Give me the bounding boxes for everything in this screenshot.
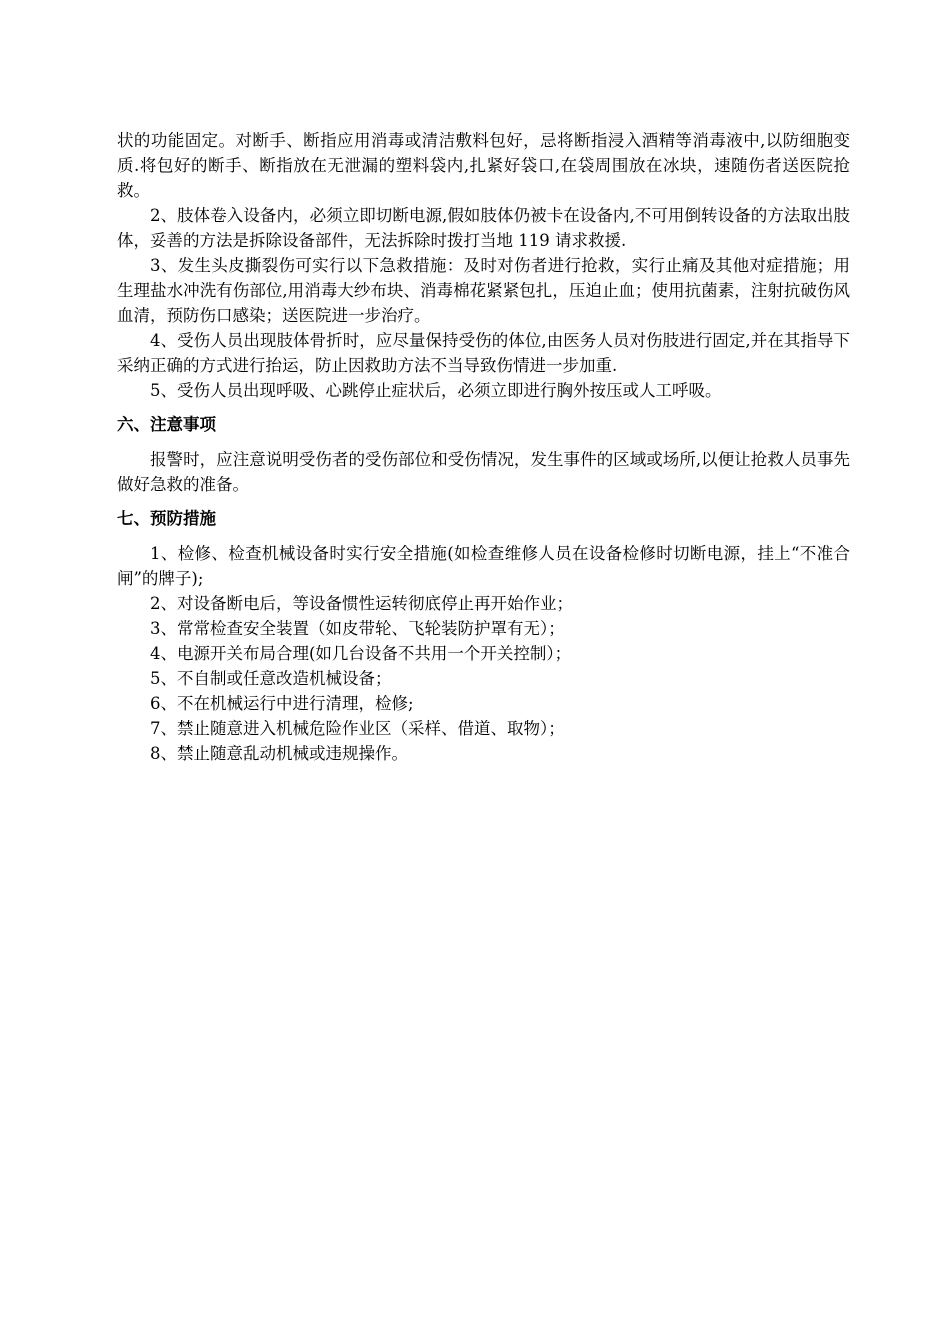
prevention-item-6: 6、不在机械运行中进行清理，检修;: [150, 694, 414, 713]
prevention-item-4: 4、电源开关布局合理(如几台设备不共用一个开关控制）；: [150, 644, 572, 663]
prevention-item-7: 7、禁止随意进入机械危险作业区（采样、借道、取物）；: [150, 719, 565, 738]
prevention-item-3: 3、常常检查安全装置（如皮带轮、飞轮装防护罩有无）；: [150, 619, 565, 638]
prevention-item-5: 5、不自制或任意改造机械设备；: [150, 669, 392, 688]
first-aid-item-4: 4、受伤人员出现肢体骨折时，应尽量保持受伤的体位,由医务人员对伤肢进行固定,并在其指导下采纳正确的方式进行抬运，防止因救助方法不当导致伤情进一步加重.: [117, 331, 850, 375]
prevention-item-8: 8、禁止随意乱动机械或违规操作。: [150, 744, 408, 763]
intro-paragraph: 状的功能固定。对断手、断指应用消毒或清洁敷料包好，忌将断指浸入酒精等消毒液中,以防细胞变质.将包好的断手、断指放在无泄漏的塑料袋内,扎紧好袋口,在袋周围放在冰块，速随伤者送医院抢救。: [117, 131, 850, 200]
prevention-item-2: 2、对设备断电后，等设备惯性运转彻底停止再开始作业；: [150, 594, 573, 613]
document-page: [117, 128, 850, 766]
first-aid-item-2: 2、肢体卷入设备内，必须立即切断电源,假如肢体仍被卡在设备内,不可用倒转设备的方法取出肢体，妥善的方法是拆除设备部件，无法拆除时拨打当地 119 请求救援.: [117, 206, 850, 250]
first-aid-item-5: 5、受伤人员出现呼吸、心跳停止症状后，必须立即进行胸外按压或人工呼吸。: [150, 381, 722, 400]
precautions-paragraph: 报警时，应注意说明受伤者的受伤部位和受伤情况，发生事件的区域或场所,以便让抢救人员事先做好急救的准备。: [117, 450, 850, 494]
section-heading-prevention: 七、预防措施: [117, 509, 216, 528]
prevention-item-1: 1、检修、检查机械设备时实行安全措施(如检查维修人员在设备检修时切断电源，挂上“不准合闸”的牌子);: [117, 544, 850, 588]
section-heading-precautions: 六、注意事项: [117, 415, 216, 434]
first-aid-item-3: 3、发生头皮撕裂伤可实行以下急救措施：及时对伤者进行抢救，实行止痛及其他对症措施；用生理盐水冲洗有伤部位,用消毒大纱布块、消毒棉花紧紧包扎，压迫止血；使用抗菌素，注射抗破伤风血清，预防伤口感染；送医院进一步治疗。: [117, 256, 850, 325]
